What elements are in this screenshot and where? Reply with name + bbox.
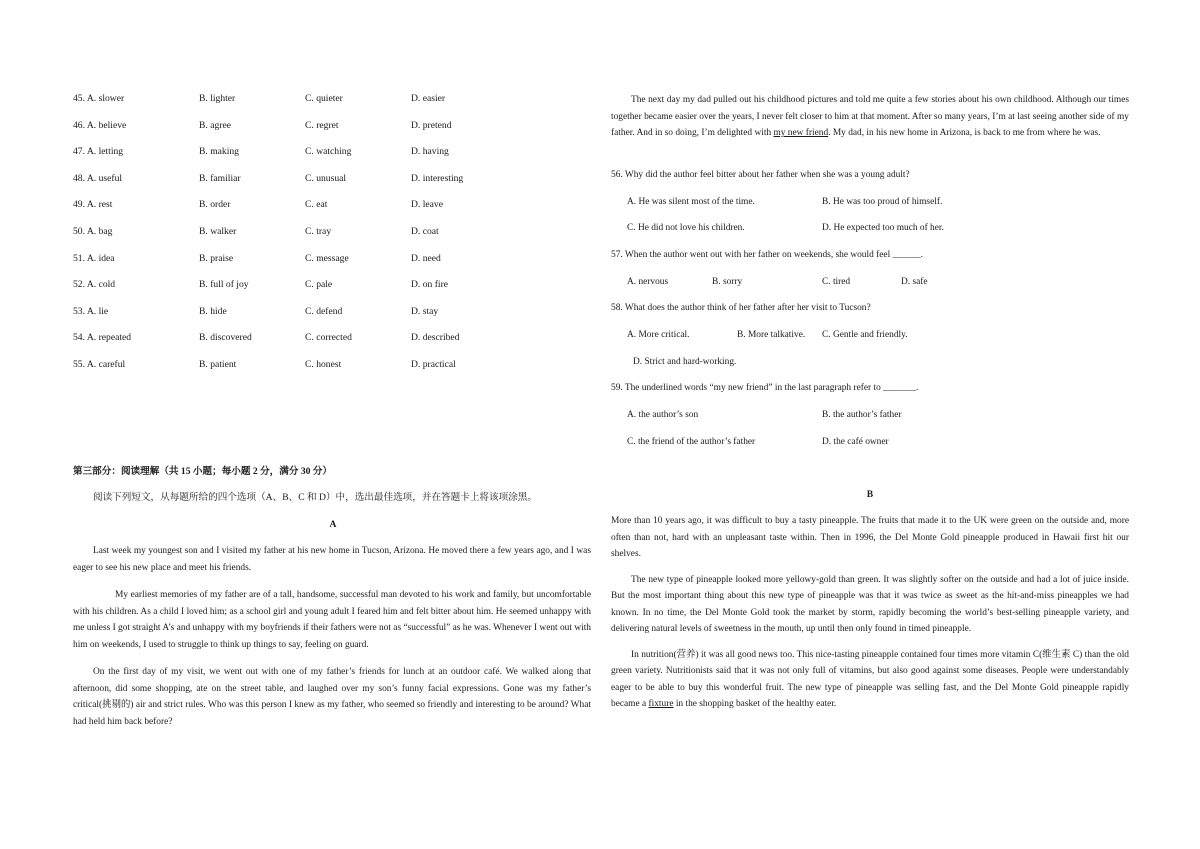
- option-a: 48. A. useful: [73, 172, 123, 184]
- paragraph-3-text-end: in the shopping basket of the healthy eater.: [673, 699, 837, 709]
- option-d: D. interesting: [411, 172, 464, 184]
- option-d: D. stay: [411, 305, 439, 317]
- option-a: A. nervous: [627, 277, 669, 287]
- option-b: B. He was too proud of himself.: [822, 197, 943, 207]
- option-b: B. order: [199, 199, 231, 211]
- option-c: C. pale: [305, 279, 333, 291]
- option-d: D. easier: [411, 93, 446, 104]
- option-b: B. praise: [199, 252, 234, 264]
- passage-b-letter: B: [866, 489, 874, 500]
- option-d: D. safe: [901, 277, 928, 287]
- option-d: D. described: [411, 332, 460, 344]
- section-3-heading: 第三部分：阅读理解（共 15 小题；每小题 2 分，满分 30 分）: [73, 466, 333, 477]
- option-b: B. More talkative.: [737, 330, 806, 340]
- underlined-my-new-friend: my new friend: [773, 128, 829, 138]
- option-c: C. regret: [305, 119, 339, 131]
- option-b: B. making: [199, 146, 239, 158]
- option-a: 55. A. careful: [73, 358, 126, 370]
- cloze-option-row: [73, 252, 593, 279]
- option-d: D. having: [411, 146, 449, 158]
- question-56-options-row-1: [627, 195, 1127, 209]
- paragraph-4-text-start: The next day my dad pulled out his childhood pictures and told me quite a few stories about his own childhood. Although our times together became easier over the years, I never felt closer to him at that moment. After so many years, I’m at last seeing another side of my father. And in so doing, I’m delighted with: [611, 95, 1129, 138]
- option-c: C. He did not love his children.: [627, 223, 745, 233]
- question-56: 56. Why did the author feel bitter about her father when she was a young adult?: [611, 170, 910, 180]
- option-d: D. Strict and hard-working.: [633, 357, 737, 367]
- option-d: D. practical: [411, 358, 456, 370]
- paragraph-3-text-start: In nutrition(营养) it was all good news too. This nice-tasting pineapple contained four times more vitamin C(维生素 C) than the old green variety. Nutritionists said that it was not only full of vitamins, but also good against some diseases. People were understandably eager to be able to buy this wonderful fruit. The new type of pineapple was selling fast, and the Del Monte Gold pineapple rapidly became a: [611, 649, 1129, 709]
- passage-a-paragraph-3: On the first day of my visit, we went out with one of my father’s friends for lunch at an outdoor café. We walked along that afternoon, did some shopping, ate on the street table, and laughed over my son’s funny facial expressions. Gone was my father’s critical(挑剔的) air and strict rules. Who was this person I knew as my father, who seemed so friendly and interesting to be around? What had held him back before?: [73, 667, 591, 727]
- cloze-options-list: [73, 92, 593, 385]
- option-b: B. sorry: [712, 277, 743, 287]
- passage-a-paragraph-2: My earliest memories of my father are of a tall, handsome, successful man devoted to his work and family, but uncomfortable with his children. As a child I loved him; as a school girl and young adult I feared him and felt bitter about him. He seemed unhappy with me unless I got straight A’s and unhappy with my boyfriends if their fathers were not as “successful” as he was. Whenever I went out with him on weekends, I used to struggle to think up things to say, feeling on guard.: [73, 590, 591, 650]
- cloze-option-row: [73, 331, 593, 358]
- option-a: 54. A. repeated: [73, 332, 132, 344]
- question-56-options-row-2: [627, 221, 1127, 235]
- option-a: A. More critical.: [627, 330, 690, 340]
- option-b: B. walker: [199, 225, 237, 237]
- option-b: B. full of joy: [199, 279, 249, 291]
- passage-a-letter: A: [329, 519, 337, 530]
- passage-b-paragraph-2: The new type of pineapple looked more yellowy-gold than green. It was slightly softer on the outside and had a lot of juice inside. But the most important thing about this new type of pineapple was that it was twice as sweet as the hit-and-miss pineapples we had known. In no time, the Del Monte Gold took the market by storm, rapidly becoming the world’s best-selling pineapple variety, and delivering natural levels of sweetness in the mouth, up until then only found in timed pineapple.: [611, 574, 1129, 634]
- cloze-option-row: [73, 358, 593, 385]
- option-d: D. need: [411, 252, 441, 264]
- underlined-fixture: fixture: [648, 699, 674, 709]
- question-58-options-row-1: [627, 328, 1127, 342]
- option-a: 52. A. cold: [73, 279, 116, 291]
- option-b: B. familiar: [199, 172, 241, 184]
- question-57: 57. When the author went out with her father on weekends, she would feel ______.: [611, 250, 923, 260]
- option-d: D. leave: [411, 199, 443, 211]
- option-c: C. quieter: [305, 93, 343, 104]
- passage-b-paragraph-1: More than 10 years ago, it was difficult to buy a tasty pineapple. The fruits that made it to the UK were green on the outside and, more often than not, hard with an unpleasant taste within. Then in 1996, the Del Monte Gold pineapple produced in Hawaii first hit our shelves.: [611, 516, 1129, 559]
- option-d: D. the café owner: [822, 437, 889, 447]
- option-a: 46. A. believe: [73, 119, 127, 131]
- question-57-options: [627, 275, 1127, 289]
- option-b: B. hide: [199, 305, 227, 317]
- question-58: 58. What does the author think of her father after her visit to Tucson?: [611, 303, 871, 313]
- question-59-options-row-2: [627, 435, 1127, 449]
- option-c: C. defend: [305, 305, 343, 317]
- option-a: 53. A. lie: [73, 305, 109, 317]
- passage-b-paragraph-3: [611, 647, 1129, 713]
- cloze-option-row: [73, 145, 593, 172]
- option-a: 45. A. slower: [73, 93, 125, 104]
- option-a: 49. A. rest: [73, 199, 113, 211]
- option-c: C. unusual: [305, 172, 347, 184]
- passage-a-body: [73, 543, 591, 730]
- option-c: C. honest: [305, 358, 342, 370]
- option-c: C. the friend of the author’s father: [627, 437, 756, 447]
- option-c: C. watching: [305, 146, 352, 158]
- option-c: C. tired: [822, 277, 851, 287]
- option-d: D. pretend: [411, 119, 452, 131]
- cloze-option-row: [73, 198, 593, 225]
- question-58-options-row-2: [633, 355, 1133, 369]
- option-a: A. He was silent most of the time.: [627, 197, 755, 207]
- option-b: B. discovered: [199, 332, 252, 344]
- option-b: B. lighter: [199, 93, 236, 104]
- option-a: 51. A. idea: [73, 252, 115, 264]
- option-c: C. eat: [305, 199, 328, 211]
- option-d: D. coat: [411, 225, 439, 237]
- option-c: C. tray: [305, 225, 332, 237]
- option-b: B. agree: [199, 119, 231, 131]
- option-a: 50. A. bag: [73, 225, 113, 237]
- option-c: C. message: [305, 252, 349, 264]
- option-d: D. on fire: [411, 279, 449, 291]
- cloze-option-row: [73, 225, 593, 252]
- option-d: D. He expected too much of her.: [822, 223, 944, 233]
- cloze-option-row: [73, 119, 593, 146]
- passage-a-continued: [611, 92, 1129, 142]
- passage-b-body: [611, 513, 1129, 713]
- option-c: C. corrected: [305, 332, 352, 344]
- option-c: C. Gentle and friendly.: [822, 330, 908, 340]
- question-59-options-row-1: [627, 408, 1127, 422]
- cloze-option-row: [73, 172, 593, 199]
- paragraph-4-text-end: . My dad, in his new home in Arizona, is back to me from where he was.: [828, 128, 1101, 138]
- option-a: 47. A. letting: [73, 146, 124, 158]
- passage-a-paragraph-4: [611, 92, 1129, 142]
- section-3-instructions: 阅读下列短文，从每题所给的四个选项（A、B、C 和 D）中，选出最佳选项，并在答题卡上将该项涂黑。: [93, 492, 537, 503]
- option-a: A. the author’s son: [627, 410, 699, 420]
- option-b: B. patient: [199, 358, 237, 370]
- cloze-option-row: [73, 278, 593, 305]
- passage-a-paragraph-1: Last week my youngest son and I visited my father at his new home in Tucson, Arizona. He moved there a few years ago, and I was eager to see his new place and meet his friends.: [73, 546, 591, 573]
- cloze-option-row: [73, 92, 593, 119]
- cloze-option-row: [73, 305, 593, 332]
- option-b: B. the author’s father: [822, 410, 902, 420]
- question-59: 59. The underlined words “my new friend” in the last paragraph refer to _______.: [611, 383, 919, 393]
